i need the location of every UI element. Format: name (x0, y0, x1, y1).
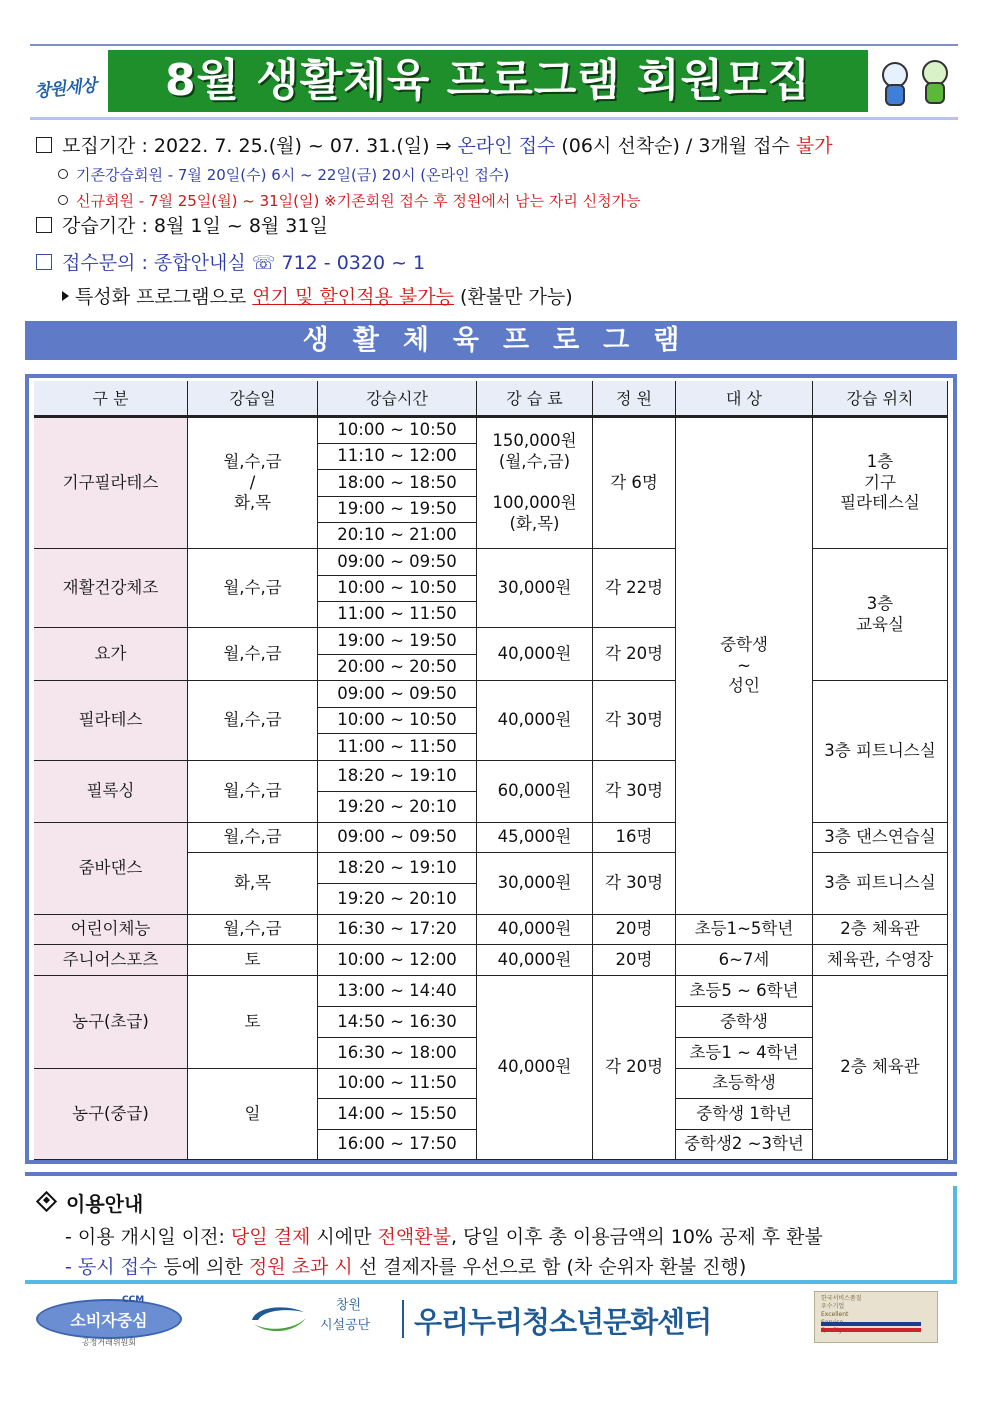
days-cell: 월,수,금 (188, 628, 318, 681)
time-cell: 10:00 ~ 10:50 (318, 576, 477, 602)
header-time: 강습시간 (318, 381, 477, 417)
usage-title (35, 1188, 143, 1217)
category-cell: 농구(초급) (34, 976, 188, 1069)
existing-members-text: 기존강습회원 - 7월 20일(수) 6시 ~ 22일(금) 20시 (온라인 접수) (76, 166, 510, 184)
usage-text: , 당일 이후 총 이용금액의 10% 공제 후 환불 (450, 1226, 823, 1248)
swirl-logo-icon (246, 1302, 310, 1334)
time-cell: 18:00 ~ 18:50 (318, 470, 477, 497)
usage-text: - (65, 1256, 78, 1278)
location-cell: 3층 피트니스실 (813, 853, 948, 915)
category-cell: 재활건강체조 (34, 549, 188, 628)
capacity-cell: 각 20명 (593, 628, 676, 681)
time-cell: 09:00 ~ 09:50 (318, 823, 477, 853)
program-table (25, 374, 957, 1164)
logo-divider (402, 1300, 404, 1338)
special-note-c: (환불만 가능) (453, 286, 573, 308)
time-cell: 19:20 ~ 20:10 (318, 792, 477, 823)
org-line2: 시설공단 (320, 1318, 371, 1333)
ccm-sub-text: 공정거래위원회 (81, 1338, 137, 1347)
organization-logo (246, 1296, 736, 1344)
time-cell: 09:00 ~ 09:50 (318, 681, 477, 708)
header-rule-bottom (30, 117, 958, 120)
diamond-bullet-icon (36, 1191, 57, 1212)
usage-guide (25, 1186, 957, 1284)
target-cell: 중학생 (676, 1007, 813, 1038)
usage-text: - 이용 개시일 이전: (65, 1226, 231, 1248)
location-cell: 3층 피트니스실 (813, 681, 948, 823)
category-cell: 어린이체능 (34, 915, 188, 945)
header-rule-top (30, 44, 958, 46)
days-cell: 월,수,금 (188, 823, 318, 853)
ccm-main-text: 소비자중심 (70, 1311, 148, 1330)
target-cell: 중학생 1학년 (676, 1099, 813, 1130)
capacity-cell: 각 30명 (593, 681, 676, 761)
ccm-top-text: CCM (122, 1295, 145, 1305)
time-cell: 14:00 ~ 15:50 (318, 1099, 477, 1130)
title-box (108, 50, 868, 112)
target-cell: 초등학생 (676, 1069, 813, 1099)
usage-text: 등에 의한 (157, 1256, 249, 1278)
fee-cell: 45,000원 (477, 823, 593, 853)
period-rest: (06시 선착순) / 3개월 접수 (555, 135, 796, 157)
existing-members-period (58, 164, 509, 185)
location-cell: 2층 체육관 (813, 976, 948, 1160)
usage-line-refund (65, 1222, 823, 1249)
location-cell: 2층 체육관 (813, 915, 948, 945)
capacity-cell: 각 22명 (593, 549, 676, 628)
online-label: 온라인 접수 (457, 135, 556, 157)
inquiry-text: 접수문의 : 종합안내실 ☏ 712 - 0320 ~ 1 (62, 252, 426, 274)
time-cell: 18:20 ~ 19:10 (318, 761, 477, 792)
fee-cell: 40,000원 (477, 681, 593, 761)
days-cell: 월,수,금 (188, 761, 318, 823)
usage-emphasis: 동시 접수 (77, 1256, 158, 1278)
inquiry (36, 248, 425, 275)
usage-emphasis: 정원 초과 시 (248, 1256, 353, 1278)
target-cell: 중학생2 ~3학년 (676, 1130, 813, 1160)
capacity-cell: 각 6명 (593, 418, 676, 549)
section-banner-text: 생활체육프로그램 (302, 325, 704, 356)
mascot-icon (878, 56, 958, 112)
header-fee: 강 습 료 (477, 381, 593, 417)
capacity-cell: 각 30명 (593, 761, 676, 823)
cert-stripe-blue (821, 1322, 921, 1326)
program-table-grid (34, 381, 948, 1160)
header-category: 구 분 (34, 381, 188, 417)
not-allowed-label: 불가 (795, 135, 833, 157)
usage-emphasis: 전액환불 (377, 1226, 451, 1248)
time-cell: 19:00 ~ 19:50 (318, 628, 477, 655)
time-cell: 16:30 ~ 17:20 (318, 915, 477, 945)
checkbox-square-icon (36, 254, 52, 270)
target-cell: 초등5 ~ 6학년 (676, 976, 813, 1007)
capacity-cell: 20명 (593, 945, 676, 976)
time-cell: 10:00 ~ 10:50 (318, 418, 477, 444)
ccm-logo (36, 1295, 182, 1345)
time-cell: 11:00 ~ 11:50 (318, 734, 477, 761)
target-cell: 6~7세 (676, 945, 813, 976)
mascot-green-icon (918, 60, 948, 104)
class-period-text: 강습기간 : 8월 1일 ~ 8월 31일 (62, 215, 328, 237)
class-period (36, 211, 328, 238)
time-cell: 19:20 ~ 20:10 (318, 884, 477, 915)
time-cell: 16:00 ~ 17:50 (318, 1130, 477, 1160)
header-days: 강습일 (188, 381, 318, 417)
location-cell: 3층 교육실 (813, 549, 948, 681)
category-cell: 기구필라테스 (34, 418, 188, 549)
time-cell: 19:00 ~ 19:50 (318, 497, 477, 523)
target-cell: 초등1 ~ 4학년 (676, 1038, 813, 1069)
target-cell: 초등1~5학년 (676, 915, 813, 945)
recruit-period (36, 131, 833, 158)
section-divider (25, 1172, 957, 1176)
new-members-text: 신규회원 - 7월 25일(월) ~ 31일(일) ※기존회원 접수 후 정원에서 남는 자리 신청가능 (76, 192, 641, 210)
time-cell: 10:00 ~ 10:50 (318, 708, 477, 734)
period-label: 모집기간 : 2022. 7. 25.(월) ~ 07. 31.(일) ⇒ (62, 135, 458, 157)
header-location: 강습 위치 (813, 381, 948, 417)
category-cell: 필록싱 (34, 761, 188, 823)
usage-text: 시에만 (310, 1226, 378, 1248)
time-cell: 11:10 ~ 12:00 (318, 444, 477, 470)
fee-cell: 40,000원 (477, 628, 593, 681)
category-cell: 요가 (34, 628, 188, 681)
category-cell: 줌바댄스 (34, 823, 188, 915)
usage-text: 선 결제자를 우선으로 함 (차 순위자 환불 진행) (352, 1256, 747, 1278)
location-cell: 3층 댄스연습실 (813, 823, 948, 853)
circle-bullet-icon (58, 169, 68, 179)
new-members-period (58, 190, 641, 211)
quality-certificate-logo (814, 1291, 938, 1343)
org-name (320, 1296, 370, 1336)
time-cell: 20:10 ~ 21:00 (318, 523, 477, 549)
cert-text: 한국서비스품질 우수기업 Excellent (821, 1295, 862, 1318)
checkbox-square-icon (36, 217, 52, 233)
special-program-note (62, 282, 573, 309)
category-cell: 주니어스포츠 (34, 945, 188, 976)
header (30, 44, 958, 120)
category-cell: 농구(중급) (34, 1069, 188, 1160)
cert-stripe-red (821, 1328, 921, 1332)
fee-cell: 40,000원 (477, 976, 593, 1160)
special-note-b: 연기 및 할인적용 불가능 (252, 286, 454, 308)
time-cell: 11:00 ~ 11:50 (318, 602, 477, 628)
mascot-blue-icon (878, 62, 908, 106)
target-cell: 중학생 ~ 성인 (676, 418, 813, 915)
special-note-a: 특성화 프로그램으로 (75, 286, 253, 308)
usage-title-text: 이용안내 (66, 1192, 144, 1216)
org-line1: 창원 (336, 1298, 362, 1313)
logo-text: 창원세상 (33, 75, 97, 103)
fee-cell: 40,000원 (477, 945, 593, 976)
usage-emphasis: 당일 결제 (230, 1226, 311, 1248)
fee-cell: 60,000원 (477, 761, 593, 823)
time-cell: 16:30 ~ 18:00 (318, 1038, 477, 1069)
page-title: 8월 생활체육 프로그램 회원모집 (164, 55, 812, 106)
capacity-cell: 16명 (593, 823, 676, 853)
fee-cell: 150,000원 (월,수,금) 100,000원 (화,목) (477, 418, 593, 549)
time-cell: 09:00 ~ 09:50 (318, 549, 477, 576)
time-cell: 18:20 ~ 19:10 (318, 853, 477, 884)
fee-cell: 40,000원 (477, 915, 593, 945)
days-cell: 월,수,금 (188, 549, 318, 628)
time-cell: 14:50 ~ 16:30 (318, 1007, 477, 1038)
time-cell: 13:00 ~ 14:40 (318, 976, 477, 1007)
fee-cell: 30,000원 (477, 549, 593, 628)
days-cell: 월,수,금 (188, 915, 318, 945)
header-target: 대 상 (676, 381, 813, 417)
checkbox-square-icon (36, 137, 52, 153)
category-cell: 필라테스 (34, 681, 188, 761)
center-name: 우리누리청소년문화센터 (414, 1305, 712, 1339)
capacity-cell: 20명 (593, 915, 676, 945)
capacity-cell: 각 30명 (593, 853, 676, 915)
days-cell: 월,수,금 (188, 681, 318, 761)
usage-line-priority (65, 1252, 746, 1279)
time-cell: 10:00 ~ 11:50 (318, 1069, 477, 1099)
header-capacity: 정 원 (593, 381, 676, 417)
days-cell: 토 (188, 945, 318, 976)
location-cell: 체육관, 수영장 (813, 945, 948, 976)
time-cell: 10:00 ~ 12:00 (318, 945, 477, 976)
triangle-bullet-icon (62, 291, 69, 301)
section-banner (25, 321, 957, 360)
days-cell: 토 (188, 976, 318, 1069)
time-cell: 20:00 ~ 20:50 (318, 655, 477, 681)
capacity-cell: 각 20명 (593, 976, 676, 1160)
fee-cell: 30,000원 (477, 853, 593, 915)
days-cell: 월,수,금 / 화,목 (188, 418, 318, 549)
days-cell: 화,목 (188, 853, 318, 915)
circle-bullet-icon (58, 195, 68, 205)
changwon-logo (34, 62, 98, 110)
location-cell: 1층 기구 필라테스실 (813, 418, 948, 549)
days-cell: 일 (188, 1069, 318, 1160)
